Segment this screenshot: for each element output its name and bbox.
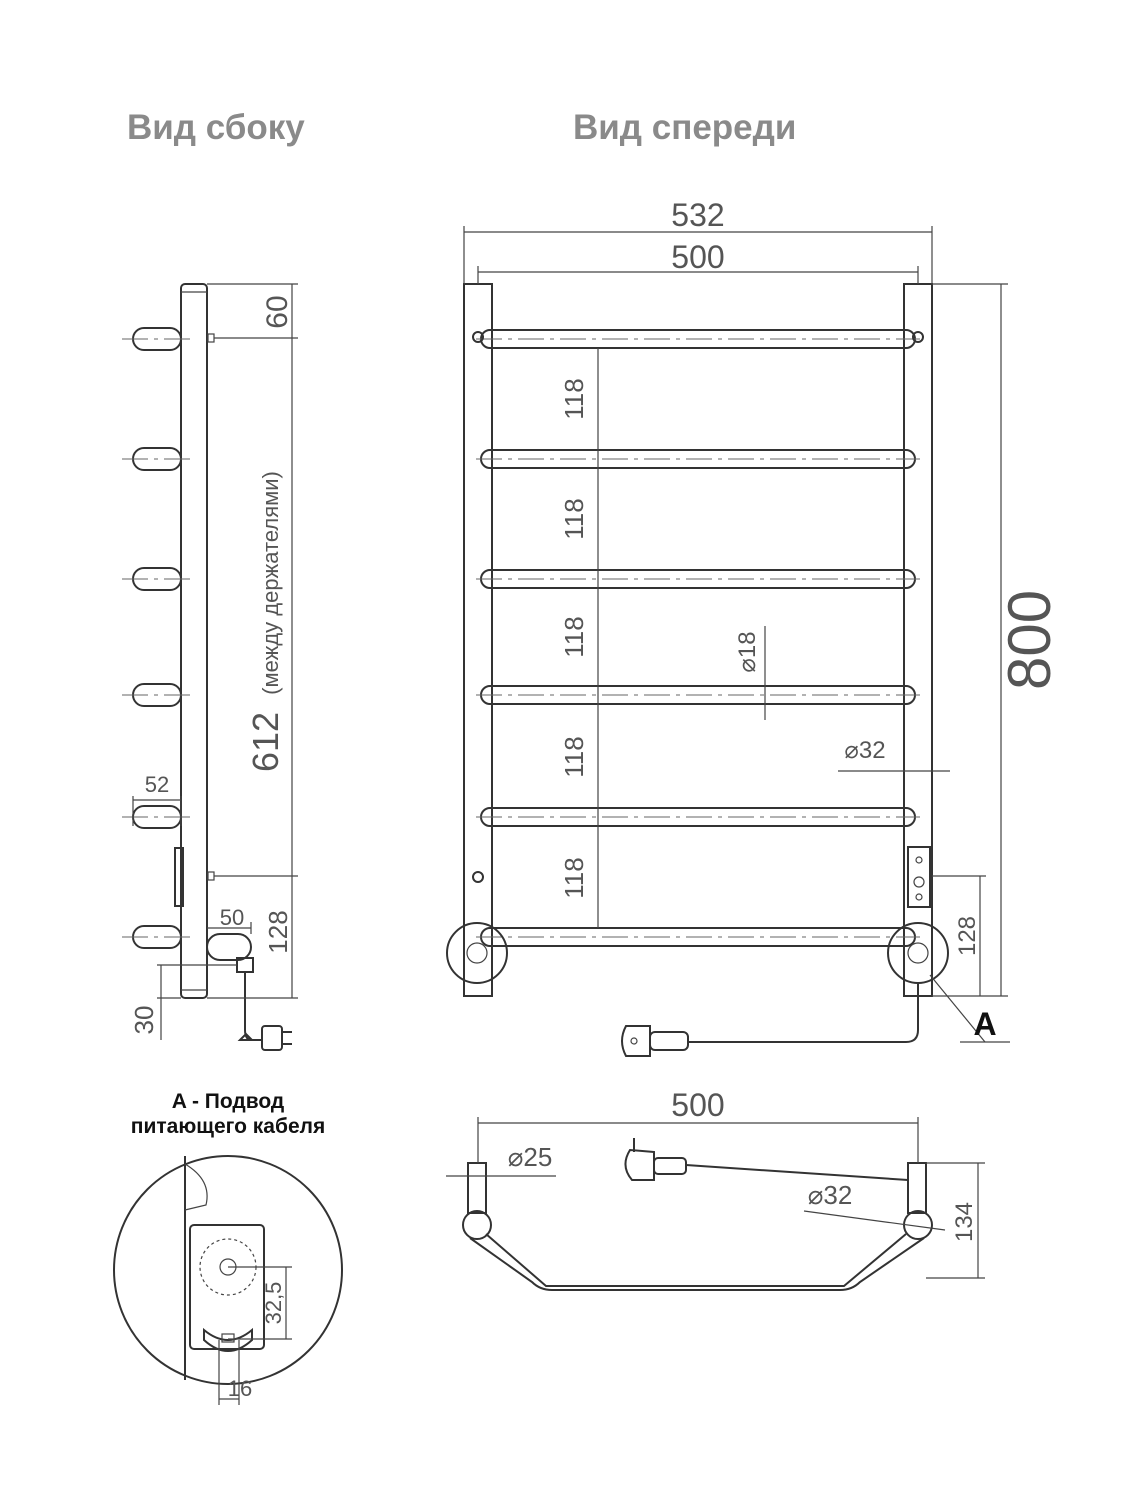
front-dim-post-diameter: ⌀32 xyxy=(844,737,886,764)
top-view xyxy=(446,1087,985,1290)
detail-dim-height: 32,5 xyxy=(261,1281,286,1325)
detail-title-line1: A - Подвод xyxy=(171,1090,285,1113)
top-dim-width: 500 xyxy=(671,1087,725,1123)
front-view xyxy=(447,197,1063,1056)
side-dim-connector-depth: 50 xyxy=(219,905,245,930)
front-dim-connector-height: 128 xyxy=(954,915,981,957)
top-rung-outline xyxy=(486,1234,906,1286)
callout-letter-a: A xyxy=(973,1006,997,1042)
front-dim-overall-width: 532 xyxy=(671,197,725,233)
side-view xyxy=(122,284,298,1050)
side-holders xyxy=(122,328,190,948)
front-post-left xyxy=(464,284,492,996)
detail-dim-width: 16 xyxy=(227,1376,253,1401)
top-holder-right xyxy=(908,1163,926,1213)
front-dim-spacing-4: 118 xyxy=(559,736,589,778)
front-dim-spacing-5: 118 xyxy=(559,857,589,899)
side-dim-cable-drop: 30 xyxy=(129,1005,159,1035)
front-view-title: Вид спереди xyxy=(573,108,797,147)
front-dim-spacing-3: 118 xyxy=(559,616,589,658)
front-flange-left xyxy=(447,923,507,983)
front-flange-right xyxy=(888,923,948,983)
front-dim-rung-diameter: ⌀18 xyxy=(734,631,761,673)
side-dim-bottom-offset: 128 xyxy=(263,910,293,954)
side-dim-top-offset: 60 xyxy=(261,295,294,329)
detail-a xyxy=(114,1090,342,1405)
front-cable-plug xyxy=(622,983,918,1056)
front-dim-spacing-2: 118 xyxy=(559,498,589,540)
top-dim-depth: 134 xyxy=(951,1201,978,1243)
side-dim-projection: 52 xyxy=(144,772,170,797)
detail-title-line2: питающего кабеля xyxy=(130,1115,326,1138)
front-dim-spacing-1: 118 xyxy=(559,378,589,420)
front-rungs xyxy=(476,330,920,946)
side-dim-between-holders: 612 xyxy=(245,711,286,773)
front-control-box xyxy=(908,847,930,907)
side-view-title: Вид сбоку xyxy=(127,108,305,147)
side-dim-between-holders-note: (между держателями) xyxy=(258,471,283,695)
front-dim-overall-height: 800 xyxy=(996,589,1063,691)
top-dim-holder-diameter: ⌀25 xyxy=(507,1142,553,1172)
top-dim-post-diameter: ⌀32 xyxy=(807,1180,853,1210)
front-dim-axis-width: 500 xyxy=(671,239,725,275)
top-holder-left xyxy=(468,1163,486,1213)
side-post xyxy=(181,284,207,998)
